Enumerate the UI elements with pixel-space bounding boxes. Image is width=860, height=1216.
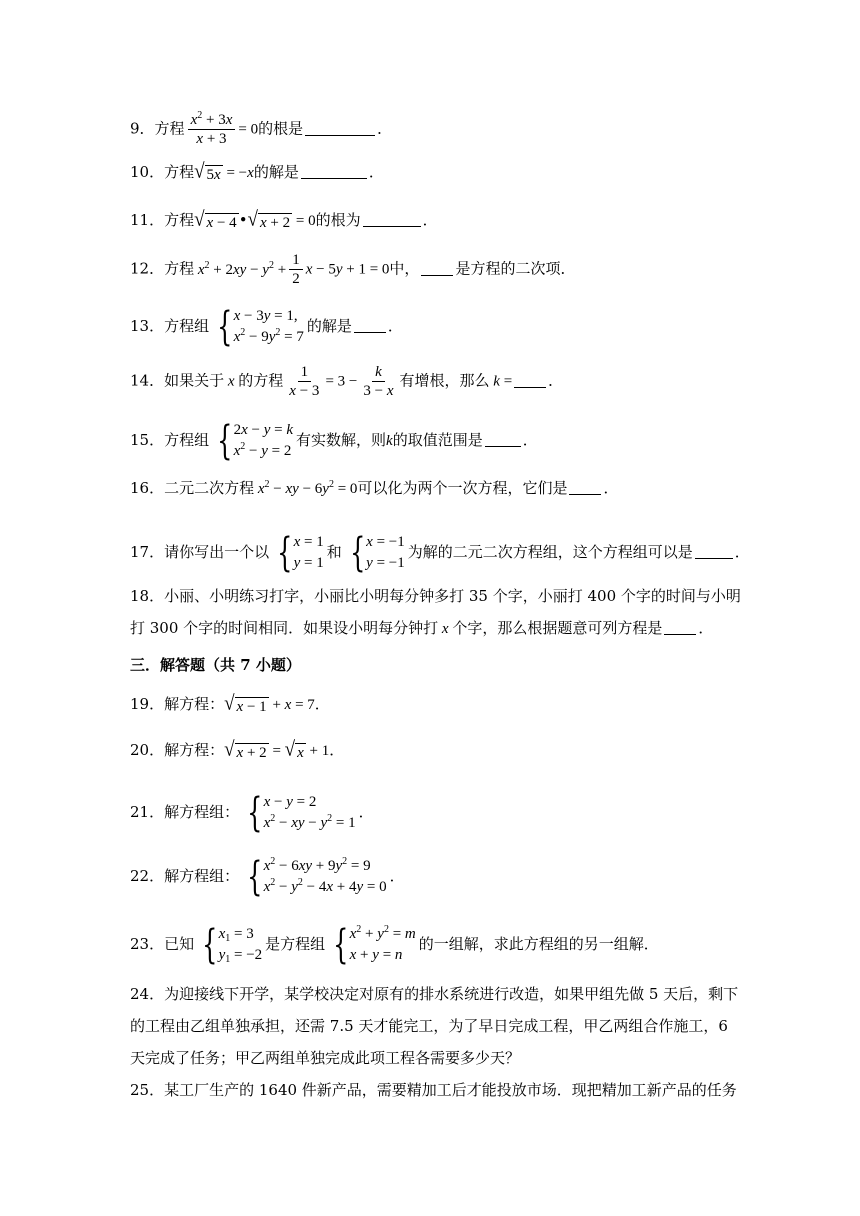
question-22: 22．解方程组： { $x^2 - 6xy + 9y^2 = 9$ $x^2 - y^2 - 4x + 4y = 0$ ． xyxy=(130,854,405,900)
question-17: 17．请你写出一个以 { x = 1 y = 1 和 { x = −1 y = −1 为解的二元二次方程组，这个方程组可以是 ． xyxy=(130,530,750,576)
equation-system: { $x^2 - 6xy + 9y^2 = 9$ $x^2 - y^2 - 4x + 4y = 0$ xyxy=(247,854,387,900)
question-16: 16．二元二次方程 $x^2$ − xy − $6y^2 = 0$可以化为两个一次方程，它们是 ． xyxy=(130,479,619,497)
equation-system: { 2x − y = k $x^2 - y = 2$ xyxy=(217,418,294,464)
question-23: 23．已知 { $x_1 = 3$ $y_1 = -2$ 是方程组 { $x^2 + y^2 = m$ x + y = n 的一组解，求此方程组的另一组解． xyxy=(130,922,659,968)
question-20: 20．解方程： √ x + 2 = √ x + 1． xyxy=(130,737,345,761)
question-10: 10．方程 √ 5x = −x的解是 ． xyxy=(130,159,384,183)
question-number: 17． xyxy=(130,543,165,561)
answer-blank xyxy=(664,620,696,635)
question-9: 9．方程 $\frac{x^2 + 3x}{x + 3}$ = 0的根是 ． xyxy=(130,110,393,147)
question-number: 10． xyxy=(130,163,165,181)
question-15: 15．方程组 { 2x − y = k $x^2 - y = 2$ 有实数解，则k的取值范围是 ． xyxy=(130,418,538,464)
equation-system: { x − 3y = 1, $x^2 - 9y^2 = 7$ xyxy=(217,304,304,350)
fraction: $\frac{1}{2}$ xyxy=(289,252,303,287)
question-number: 11． xyxy=(130,211,165,229)
question-number: 18． xyxy=(130,587,165,605)
question-24: 24．为迎接线下开学，某学校决定对原有的排水系统进行改造，如果甲组先做 5 天后，剩下 的工程由乙组单独承担，还需 7.5 天才能完工，为了早日完成工程，甲乙两组合作施工，6 天完成了任务；甲乙两组单独完成此项工程各需要多少天？ xyxy=(130,985,739,1067)
square-root: √ 5x xyxy=(194,159,221,183)
question-number: 22． xyxy=(130,867,165,885)
question-11: 11．方程 √ x − 4 • √ x + 2 = 0的根为 ． xyxy=(130,207,438,231)
answer-blank xyxy=(485,432,521,447)
question-number: 12． xyxy=(130,259,165,278)
answer-blank xyxy=(421,261,453,276)
question-25: 25．某工厂生产的 1640 件新产品，需要精加工后才能投放市场．现把精加工新产品的任务 xyxy=(130,1081,737,1099)
question-number: 14． xyxy=(130,371,165,390)
answer-blank xyxy=(569,480,601,495)
equation-system: { x − y = 2 $x^2$ − xy − $y^2 = 1$ xyxy=(247,790,356,836)
answer-blank xyxy=(354,318,386,333)
answer-blank xyxy=(301,164,367,179)
square-root: √ x + 2 xyxy=(247,207,291,231)
question-number: 9． xyxy=(130,119,155,138)
answer-blank xyxy=(363,212,421,227)
equation-system: { $x_1 = 3$ $y_1 = -2$ xyxy=(202,922,263,968)
question-number: 16． xyxy=(130,479,165,497)
question-19: 19．解方程： √ x − 1 + x = 7． xyxy=(130,691,330,715)
equation-system: { $x^2 + y^2 = m$ x + y = n xyxy=(333,922,416,968)
fraction: $\frac{x^2 + 3x}{x + 3}$ xyxy=(188,112,236,147)
square-root: √ x − 4 xyxy=(194,207,237,231)
question-number: 23． xyxy=(130,935,165,953)
question-18: 18．小丽、小明练习打字，小丽比小明每分钟多打 35 个字，小丽打 400 个字的时间与小明 打 300 个字的时间相同．如果设小明每分钟打 x 个字，那么根据题意可列方程是 ． xyxy=(130,587,741,637)
equation-system: { x = −1 y = −1 xyxy=(349,530,405,576)
equation-system: { x = 1 y = 1 xyxy=(277,530,324,576)
question-number: 19． xyxy=(130,695,165,713)
question-text: 的根是 xyxy=(258,119,304,138)
question-13: 13．方程组 { x − 3y = 1, $x^2 - 9y^2 = 7$ 的解是 ． xyxy=(130,304,403,350)
square-root: √ x xyxy=(284,737,304,761)
fraction: $\frac{k}{3 - x}$ xyxy=(363,364,394,399)
question-21: 21．解方程组： { x − y = 2 $x^2$ − xy − $y^2 = 1$ ． xyxy=(130,790,374,836)
answer-blank xyxy=(305,121,375,136)
square-root: √ x + 2 xyxy=(224,737,267,761)
question-number: 15． xyxy=(130,431,165,449)
answer-blank xyxy=(695,544,733,559)
question-12: 12．方程 $x^2 + 2xy - y^2$ + $\frac{1}{2}$ x − 5y + 1 = 0中， 是方程的二次项． xyxy=(130,252,576,287)
question-number: 21． xyxy=(130,803,165,821)
answer-blank xyxy=(514,373,546,388)
section-heading: 三．解答题（共 7 小题） xyxy=(130,656,301,674)
square-root: √ x − 1 xyxy=(224,691,267,715)
question-text: 方程 xyxy=(154,119,185,138)
fraction: $\frac{1}{x - 3}$ xyxy=(289,364,320,399)
question-number: 13． xyxy=(130,317,165,335)
question-14: 14．如果关于 x 的方程 $\frac{1}{x - 3}$ = 3 − $\frac{k}{3 - x}$ 有增根，那么 k = ． xyxy=(130,364,564,399)
question-number: 20． xyxy=(130,741,165,759)
